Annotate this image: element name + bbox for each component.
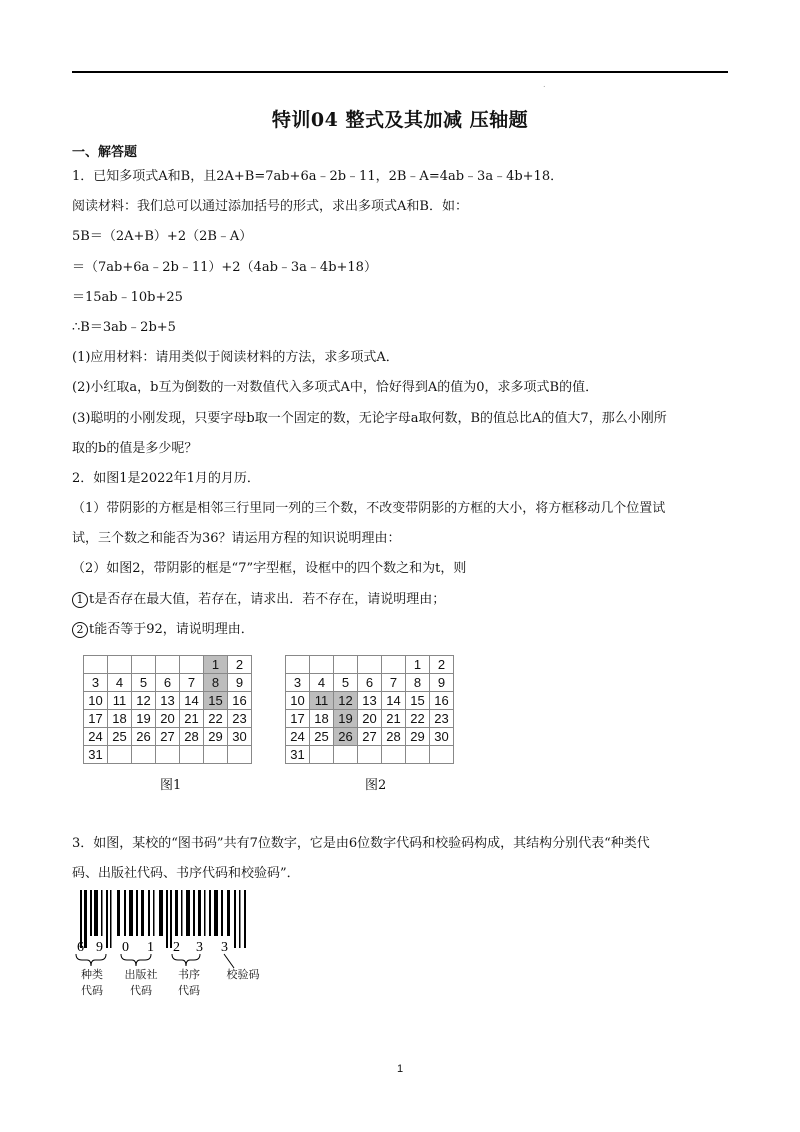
calendar-cell: 4	[310, 674, 334, 692]
q1-step2: ＝（7ab+6a﹣2b﹣11）+2（4ab﹣3a﹣4b+18）	[72, 260, 377, 275]
label-pub-line1: 出版社	[124, 968, 158, 981]
header-mark: .	[543, 80, 546, 89]
calendar-cell: 6	[156, 674, 180, 692]
calendar-cell: 30	[228, 728, 252, 746]
calendar-cell: 23	[228, 710, 252, 728]
calendar-cell	[334, 746, 358, 764]
calendar-cell: 22	[204, 710, 228, 728]
calendar-cell	[180, 656, 204, 674]
calendar-cell: 5	[132, 674, 156, 692]
header-rule	[72, 71, 728, 73]
calendar-cell: 3	[286, 674, 310, 692]
circled-two: 2	[72, 622, 88, 638]
barcode-digit: 3	[221, 940, 228, 955]
q2-sub1	[72, 588, 445, 608]
calendar-cell: 28	[180, 728, 204, 746]
q1-stem: 1．已知多项式A和B，且2A+B=7ab+6a﹣2b﹣11，2B﹣A=4ab﹣3a﹣4b+18．	[72, 169, 564, 184]
calendar-cell: 18	[108, 710, 132, 728]
calendar-row	[84, 674, 252, 692]
calendar-cell: 22	[406, 710, 430, 728]
calendar-cell: 8	[204, 674, 228, 692]
calendar-cell: 7	[180, 674, 204, 692]
calendar-cell: 30	[430, 728, 454, 746]
calendar-row	[286, 710, 454, 728]
calendar-cell	[358, 656, 382, 674]
calendar-cell	[108, 746, 132, 764]
barcode-digit: 2	[173, 940, 180, 955]
calendar-cell: 21	[382, 710, 406, 728]
calendar-cell: 14	[382, 692, 406, 710]
calendar-cell	[132, 746, 156, 764]
calendar-cell: 27	[358, 728, 382, 746]
q1-part2: (2)小红取a，b互为倒数的一对数值代入多项式A中，恰好得到A的值为0，求多项式B的值．	[72, 380, 599, 395]
calendar-cell: 18	[310, 710, 334, 728]
calendar-cell	[406, 746, 430, 764]
barcode-digit: 9	[96, 940, 103, 955]
calendar-cell: 9	[430, 674, 454, 692]
calendar-cell: 16	[430, 692, 454, 710]
barcode-digit: 3	[196, 940, 203, 955]
label-pub-line2: 代码	[130, 984, 152, 997]
calendar-cell: 20	[358, 710, 382, 728]
calendar-cell: 3	[84, 674, 108, 692]
calendar-cell	[228, 746, 252, 764]
calendar-row	[84, 656, 252, 674]
circled-one: 1	[72, 592, 88, 608]
calendar-cell	[382, 656, 406, 674]
calendar-cell: 1	[204, 656, 228, 674]
q2-sub2-text: t能否等于92，请说明理由．	[89, 622, 254, 637]
calendar-cell: 1	[406, 656, 430, 674]
calendar-cell: 17	[84, 710, 108, 728]
calendar-cell: 15	[406, 692, 430, 710]
calendar-cell: 26	[132, 728, 156, 746]
calendar-cell: 15	[204, 692, 228, 710]
page-number: 1	[396, 1063, 404, 1075]
calendar-cell: 25	[108, 728, 132, 746]
calendar-cell	[382, 746, 406, 764]
label-kind-line2: 代码	[81, 984, 103, 997]
calendar-cell	[334, 656, 358, 674]
calendar-cell	[108, 656, 132, 674]
section-heading: 一、解答题	[72, 145, 138, 160]
calendar-cell: 24	[84, 728, 108, 746]
calendar-cell: 14	[180, 692, 204, 710]
barcode-figure	[74, 888, 274, 970]
q2-sub2	[72, 618, 254, 638]
calendar-cell: 11	[108, 692, 132, 710]
label-order-line1: 书序	[178, 968, 200, 981]
calendar-row	[84, 728, 252, 746]
calendar-row	[286, 656, 454, 674]
calendar-cell: 26	[334, 728, 358, 746]
calendar-cell: 19	[132, 710, 156, 728]
q1-step4: ∴B＝3ab﹣2b+5	[72, 320, 176, 335]
q2-stem: 2．如图1是2022年1月的月历．	[72, 471, 260, 486]
calendar-cell: 31	[286, 746, 310, 764]
q1-step3: ＝15ab﹣10b+25	[72, 290, 183, 305]
calendar-cell: 20	[156, 710, 180, 728]
calendar-cell: 2	[228, 656, 252, 674]
barcode-brackets	[76, 954, 234, 968]
calendar-cell: 12	[132, 692, 156, 710]
calendar-cell: 13	[156, 692, 180, 710]
calendar-cell: 11	[310, 692, 334, 710]
calendar-cell	[430, 746, 454, 764]
q2-part2: （2）如图2，带阴影的框是“7”字型框，设框中的四个数之和为t，则	[72, 561, 467, 576]
calendar-cell	[358, 746, 382, 764]
calendar-row	[286, 728, 454, 746]
barcode-label-order	[174, 967, 204, 999]
calendar-cell: 10	[84, 692, 108, 710]
barcode-digit: 6	[77, 940, 84, 955]
figure-1-label: 图1	[160, 778, 182, 793]
q1-part3-line2: 取的b的值是多少呢？	[72, 441, 198, 456]
calendar-row	[286, 674, 454, 692]
calendar-cell: 29	[406, 728, 430, 746]
calendar-row	[286, 692, 454, 710]
q2-part1-line1: （1）带阴影的方框是相邻三行里同一列的三个数，不改变带阴影的方框的大小，将方框移动几个位置试	[72, 501, 666, 516]
label-kind-line1: 种类	[81, 968, 103, 981]
calendar-cell: 27	[156, 728, 180, 746]
calendar-cell: 2	[430, 656, 454, 674]
barcode-label-check: 校验码	[226, 968, 260, 981]
calendar-cell: 7	[382, 674, 406, 692]
calendar-cell: 13	[358, 692, 382, 710]
calendar-cell	[204, 746, 228, 764]
calendar-row	[84, 710, 252, 728]
barcode-digits	[77, 940, 228, 955]
q3-line2: 码、出版社代码、书序代码和校验码”．	[72, 866, 300, 881]
calendar-figure-1	[83, 655, 252, 764]
calendar-row	[84, 746, 252, 764]
calendar-cell	[310, 746, 334, 764]
calendar-cell	[156, 746, 180, 764]
q3-line1: 3．如图，某校的“图书码”共有7位数字，它是由6位数字代码和校验码构成，其结构分别代表“种类代	[72, 836, 650, 851]
calendar-cell: 9	[228, 674, 252, 692]
calendar-cell: 19	[334, 710, 358, 728]
q2-part1-line2: 试，三个数之和能否为36？请运用方程的知识说明理由：	[72, 531, 401, 546]
calendar-cell: 16	[228, 692, 252, 710]
calendar-cell: 8	[406, 674, 430, 692]
q1-intro: 阅读材料：我们总可以通过添加括号的形式，求出多项式A和B．如：	[72, 199, 468, 214]
calendar-cell	[132, 656, 156, 674]
calendar-cell: 25	[310, 728, 334, 746]
calendar-cell: 4	[108, 674, 132, 692]
calendar-cell: 23	[430, 710, 454, 728]
barcode-label-publisher	[120, 967, 162, 999]
barcode-label-kind	[78, 967, 106, 999]
calendar-cell: 29	[204, 728, 228, 746]
figure-2-label: 图2	[365, 778, 387, 793]
calendar-cell: 24	[286, 728, 310, 746]
calendar-row	[84, 692, 252, 710]
q1-part1: (1)应用材料：请用类似于阅读材料的方法，求多项式A．	[72, 350, 399, 365]
calendar-row	[286, 746, 454, 764]
calendar-cell: 5	[334, 674, 358, 692]
calendar-cell: 10	[286, 692, 310, 710]
barcode-digit: 0	[122, 940, 129, 955]
q1-step1: 5B＝（2A+B）+2（2B﹣A）	[72, 229, 253, 244]
calendar-cell	[84, 656, 108, 674]
calendar-cell	[180, 746, 204, 764]
calendar-cell: 12	[334, 692, 358, 710]
q1-part3-line1: (3)聪明的小刚发现，只要字母b取一个固定的数，无论字母a取何数，B的值总比A的值大7，那么小刚所	[72, 411, 667, 426]
calendar-cell	[156, 656, 180, 674]
calendar-cell	[286, 656, 310, 674]
q2-sub1-text: t是否存在最大值，若存在，请求出．若不存在，请说明理由；	[89, 592, 446, 607]
calendar-cell: 31	[84, 746, 108, 764]
calendar-cell: 17	[286, 710, 310, 728]
calendar-cell: 28	[382, 728, 406, 746]
calendar-cell: 6	[358, 674, 382, 692]
page-title: 特训04 整式及其加减 压轴题	[271, 109, 529, 131]
calendar-cell: 21	[180, 710, 204, 728]
barcode-digit: 1	[147, 940, 154, 955]
label-order-line2: 代码	[178, 984, 200, 997]
calendar-cell	[310, 656, 334, 674]
calendar-figure-2	[285, 655, 454, 764]
